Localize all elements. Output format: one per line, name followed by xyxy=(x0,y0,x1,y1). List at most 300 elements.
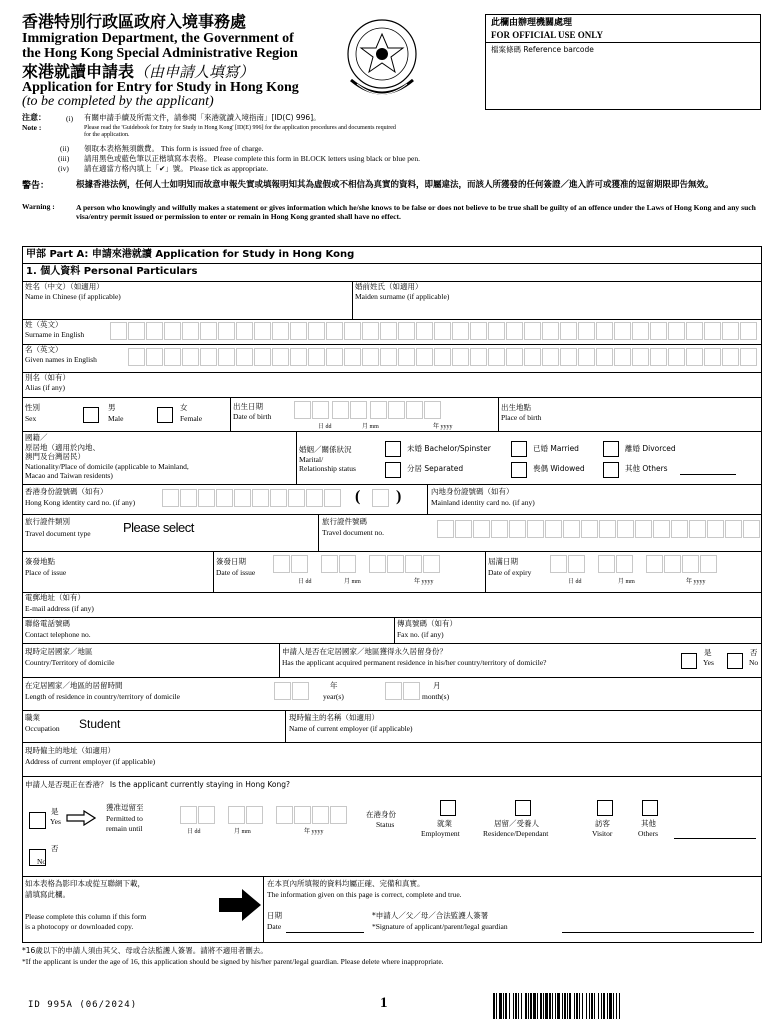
date-of-issue-day-boxes[interactable] xyxy=(273,555,309,573)
official-use-zh: 此欄由辦理機關處理 xyxy=(491,18,573,28)
char-cell[interactable] xyxy=(704,348,721,366)
part-a-title: 甲部 Part A: 申請來港就讀 Application for Study in Hong Kong xyxy=(26,249,355,260)
char-cell[interactable] xyxy=(200,348,217,366)
char-cell[interactable] xyxy=(218,322,235,340)
char-cell[interactable] xyxy=(632,348,649,366)
date-of-expiry-year-boxes[interactable] xyxy=(646,555,718,573)
char-cell[interactable] xyxy=(452,322,469,340)
note-4-num: (iv) xyxy=(58,164,69,173)
employer-address-label-en: Address of current employer (if applicable) xyxy=(25,757,156,766)
doe-yyyy-hint: 年 yyyy xyxy=(686,579,706,585)
occupation-label-zh: 職業 xyxy=(25,713,40,722)
char-cell[interactable] xyxy=(617,520,634,538)
char-cell[interactable] xyxy=(180,489,197,507)
marital-married-label: 已婚 Married xyxy=(533,444,579,453)
divider-travel-doc-row xyxy=(22,551,762,552)
char-cell[interactable] xyxy=(403,682,420,700)
permitted-year-boxes[interactable] xyxy=(276,806,348,824)
char-cell[interactable] xyxy=(689,520,706,538)
permanent-residence-label-en: Has the applicant acquired permanent residence in his/her country/territory of domicile? xyxy=(282,658,547,667)
char-cell[interactable] xyxy=(292,682,309,700)
travel-doc-no-label-zh: 旅行證件號碼 xyxy=(322,517,367,526)
note-2-zh: 領取本表格無須繳費。 xyxy=(84,144,159,153)
char-cell[interactable] xyxy=(330,806,347,824)
in-hk-no-zh: 否 xyxy=(51,844,59,853)
marital-label-zh: 婚姻／關係狀況 xyxy=(299,445,352,454)
fax-label-en: Fax no. (if any) xyxy=(397,630,444,639)
char-cell[interactable] xyxy=(653,520,670,538)
char-cell[interactable] xyxy=(722,322,739,340)
warning-text-en: A person who knowingly and wilfully makes a statement or gives information which he/she knows to be false or does not believe to be true shall be guilty of an offence under the Laws of Hong Kong and any such visa/entry permit issued or permission to enter or remain in Hong Kong granted shall have no effect. xyxy=(76,203,756,222)
declaration-en: The information given on this page is correct, complete and true. xyxy=(267,890,462,899)
char-cell[interactable] xyxy=(294,806,311,824)
char-cell[interactable] xyxy=(218,348,235,366)
char-cell[interactable] xyxy=(312,401,329,419)
char-cell[interactable] xyxy=(234,489,251,507)
char-cell[interactable] xyxy=(650,322,667,340)
char-cell[interactable] xyxy=(664,555,681,573)
sex-label-zh: 性別 xyxy=(25,403,40,412)
char-cell[interactable] xyxy=(110,322,127,340)
travel-doc-type-select[interactable]: Please select xyxy=(123,520,194,535)
char-cell[interactable] xyxy=(668,322,685,340)
char-cell[interactable] xyxy=(560,322,577,340)
divider-sex-row xyxy=(22,431,762,432)
date-of-issue-month-boxes[interactable] xyxy=(321,555,357,573)
char-cell[interactable] xyxy=(198,489,215,507)
signature-label-en: *Signature of applicant/parent/legal guardian xyxy=(372,922,508,931)
char-cell[interactable] xyxy=(488,322,505,340)
char-cell[interactable] xyxy=(308,348,325,366)
char-cell[interactable] xyxy=(252,489,269,507)
year-en: year(s) xyxy=(323,692,344,701)
female-label-en: Female xyxy=(180,414,203,423)
employer-name-label-zh: 現時僱主的名稱（如適用） xyxy=(289,713,379,722)
doi-mm-hint: 月 mm xyxy=(344,579,361,585)
sex-male-checkbox[interactable] xyxy=(83,407,99,423)
char-cell[interactable] xyxy=(291,555,308,573)
char-cell[interactable] xyxy=(308,322,325,340)
char-cell[interactable] xyxy=(388,401,405,419)
char-cell[interactable] xyxy=(369,555,386,573)
place-of-issue-label-zh: 簽發地點 xyxy=(25,557,55,566)
char-cell[interactable] xyxy=(635,520,652,538)
pob-label-en: Place of birth xyxy=(501,413,542,422)
char-cell[interactable] xyxy=(362,322,379,340)
char-cell[interactable] xyxy=(542,322,559,340)
date-of-issue-label-en: Date of issue xyxy=(216,568,256,577)
char-cell[interactable] xyxy=(362,348,379,366)
permitted-label-en-1: Permitted to xyxy=(106,814,143,823)
char-cell[interactable] xyxy=(254,348,271,366)
length-months-boxes[interactable] xyxy=(385,682,421,700)
doi-yyyy-hint: 年 yyyy xyxy=(414,579,434,585)
char-cell[interactable] xyxy=(524,348,541,366)
char-cell[interactable] xyxy=(488,348,505,366)
date-of-expiry-label-zh: 屆滿日期 xyxy=(488,557,518,566)
occupation-input[interactable]: Student xyxy=(79,717,121,731)
char-cell[interactable] xyxy=(424,401,441,419)
hkid-check-digit-box[interactable] xyxy=(372,489,390,507)
date-of-expiry-month-boxes[interactable] xyxy=(598,555,634,573)
copy-note-zh-1: 如本表格為影印本或從互聯網下載， xyxy=(25,879,145,888)
nationality-label-zh-3: 澳門及台灣居民） xyxy=(25,452,85,461)
maiden-surname-label-en: Maiden surname (if applicable) xyxy=(355,292,450,301)
char-cell[interactable] xyxy=(326,322,343,340)
perm-yyyy-hint: 年 yyyy xyxy=(304,829,324,835)
given-names-input-boxes[interactable] xyxy=(128,348,758,366)
status-visitor-en: Visitor xyxy=(592,829,613,838)
divider-dob xyxy=(498,397,499,431)
char-cell[interactable] xyxy=(542,348,559,366)
char-cell[interactable] xyxy=(473,520,490,538)
divider-length-row xyxy=(22,710,762,711)
char-cell[interactable] xyxy=(614,348,631,366)
char-cell[interactable] xyxy=(306,489,323,507)
status-residence-en: Residence/Dependant xyxy=(483,829,549,838)
char-cell[interactable] xyxy=(491,520,508,538)
place-of-issue-label-en: Place of issue xyxy=(25,568,67,577)
nationality-label-en-1: Nationality/Place of domicile (applicable to Mainland, xyxy=(25,462,189,471)
length-years-boxes[interactable] xyxy=(274,682,310,700)
char-cell[interactable] xyxy=(372,489,389,507)
char-cell[interactable] xyxy=(740,322,757,340)
in-hk-yes-checkbox[interactable] xyxy=(29,812,46,829)
char-cell[interactable] xyxy=(228,806,245,824)
tel-label-zh: 聯絡電話號碼 xyxy=(25,619,70,628)
page-number: 1 xyxy=(380,995,388,1011)
date-of-expiry-label-en: Date of expiry xyxy=(488,568,532,577)
marital-label-en-1: Marital/ xyxy=(299,455,324,464)
char-cell[interactable] xyxy=(182,348,199,366)
char-cell[interactable] xyxy=(270,489,287,507)
char-cell[interactable] xyxy=(646,555,663,573)
note-4-zh: 請在適當方格內填上「✔」號。 xyxy=(84,164,188,173)
char-cell[interactable] xyxy=(398,322,415,340)
char-cell[interactable] xyxy=(350,401,367,419)
char-cell[interactable] xyxy=(470,348,487,366)
male-label-zh: 男 xyxy=(108,403,116,412)
travel-doc-no-input-boxes[interactable] xyxy=(437,520,761,538)
permitted-label-zh: 獲准逗留至 xyxy=(106,803,144,812)
note-1-zh: 有關申請手續及所需文件，請參閱「來港就讀入境指南」[ID(C) 996]。 xyxy=(84,113,321,122)
char-cell[interactable] xyxy=(740,348,757,366)
section-1-title: 1. 個人資料 Personal Particulars xyxy=(26,266,198,277)
char-cell[interactable] xyxy=(563,520,580,538)
divider-alias xyxy=(22,397,762,398)
form-code: ID 995A (06/2024) xyxy=(28,1000,138,1010)
status-others-checkbox[interactable] xyxy=(642,800,658,816)
arrow-right-icon xyxy=(66,810,96,826)
email-label-zh: 電郵地址（如有） xyxy=(25,593,85,602)
char-cell[interactable] xyxy=(273,555,290,573)
char-cell[interactable] xyxy=(416,348,433,366)
char-cell[interactable] xyxy=(380,348,397,366)
marital-widowed-label: 喪偶 Widowed xyxy=(533,464,585,473)
char-cell[interactable] xyxy=(416,322,433,340)
char-cell[interactable] xyxy=(668,348,685,366)
char-cell[interactable] xyxy=(722,348,739,366)
char-cell[interactable] xyxy=(164,322,181,340)
length-residence-label-zh: 在定居國家／地區的居留時間 xyxy=(25,681,123,690)
char-cell[interactable] xyxy=(164,348,181,366)
sex-female-checkbox[interactable] xyxy=(157,407,173,423)
char-cell[interactable] xyxy=(743,520,760,538)
char-cell[interactable] xyxy=(434,348,451,366)
department-chinese: 香港特別行政區政府入境事務處 xyxy=(22,12,247,31)
char-cell[interactable] xyxy=(326,348,343,366)
divider-tel-row xyxy=(22,643,762,644)
divider-marital xyxy=(22,484,762,485)
note-3-num: (iii) xyxy=(58,154,70,163)
nationality-label-zh-1: 國籍／ xyxy=(25,433,48,442)
surname-label-en: Surname in English xyxy=(25,330,85,339)
char-cell[interactable] xyxy=(704,322,721,340)
char-cell[interactable] xyxy=(182,322,199,340)
char-cell[interactable] xyxy=(385,682,402,700)
status-others-en: Others xyxy=(638,829,658,838)
domicile-label-en: Country/Territory of domicile xyxy=(25,658,115,667)
sex-label-en: Sex xyxy=(25,414,37,423)
char-cell[interactable] xyxy=(272,348,289,366)
date-label-zh: 日期 xyxy=(267,911,282,920)
occupation-label-en: Occupation xyxy=(25,724,60,733)
char-cell[interactable] xyxy=(581,520,598,538)
char-cell[interactable] xyxy=(288,489,305,507)
doe-mm-hint: 月 mm xyxy=(618,579,635,585)
marital-separated-label: 分居 Separated xyxy=(407,464,464,473)
signature-label-zh: *申請人／父／母／合法監護人簽署 xyxy=(372,911,489,920)
status-label-zh: 在港身份 xyxy=(366,810,396,819)
permanent-residence-yes-checkbox[interactable] xyxy=(681,653,697,669)
pr-no-zh: 否 xyxy=(750,648,758,657)
divider-domicile-row xyxy=(22,677,762,678)
char-cell[interactable] xyxy=(707,520,724,538)
char-cell[interactable] xyxy=(599,520,616,538)
status-visitor-zh: 訪客 xyxy=(595,819,610,828)
employer-address-label-zh: 現時僱主的地址（如適用） xyxy=(25,746,115,755)
perm-mm-hint: 月 mm xyxy=(234,829,251,835)
char-cell[interactable] xyxy=(246,806,263,824)
char-cell[interactable] xyxy=(578,322,595,340)
char-cell[interactable] xyxy=(437,520,454,538)
char-cell[interactable] xyxy=(596,348,613,366)
dob-day-boxes[interactable] xyxy=(294,401,330,419)
char-cell[interactable] xyxy=(598,555,615,573)
char-cell[interactable] xyxy=(545,520,562,538)
month-en: month(s) xyxy=(422,692,450,701)
date-of-issue-year-boxes[interactable] xyxy=(369,555,441,573)
char-cell[interactable] xyxy=(671,520,688,538)
hksar-immigration-seal-icon xyxy=(343,14,421,102)
permanent-residence-no-checkbox[interactable] xyxy=(727,653,743,669)
in-hk-yes-zh: 是 xyxy=(51,807,59,816)
char-cell[interactable] xyxy=(560,348,577,366)
form-title-zh-paren: （由申請人填寫） xyxy=(134,63,255,81)
char-cell[interactable] xyxy=(290,348,307,366)
char-cell[interactable] xyxy=(324,489,341,507)
marital-separated-checkbox[interactable] xyxy=(385,462,401,478)
char-cell[interactable] xyxy=(455,520,472,538)
name-chinese-label-zh: 姓名（中文）（如適用） xyxy=(25,282,104,291)
char-cell[interactable] xyxy=(198,806,215,824)
divider-name xyxy=(352,281,353,319)
form-title-zh: 來港就讀申請表 xyxy=(22,62,135,81)
char-cell[interactable] xyxy=(321,555,338,573)
fax-label-zh: 傳真號碼（如有） xyxy=(397,619,457,628)
char-cell[interactable] xyxy=(506,348,523,366)
status-visitor-checkbox[interactable] xyxy=(597,800,613,816)
permitted-month-boxes[interactable] xyxy=(228,806,264,824)
mainland-id-label-en: Mainland identity card no. (if any) xyxy=(431,498,535,507)
divider-given xyxy=(22,372,762,373)
char-cell[interactable] xyxy=(434,322,451,340)
divider-hkid xyxy=(427,484,428,514)
char-cell[interactable] xyxy=(616,555,633,573)
divider-id-row xyxy=(22,514,762,515)
official-use-divider xyxy=(485,42,761,43)
char-cell[interactable] xyxy=(332,401,349,419)
char-cell[interactable] xyxy=(509,520,526,538)
char-cell[interactable] xyxy=(128,348,145,366)
pr-no-en: No xyxy=(749,658,759,667)
char-cell[interactable] xyxy=(276,806,293,824)
divider-domicile xyxy=(279,643,280,677)
status-others-line[interactable] xyxy=(674,838,756,839)
char-cell[interactable] xyxy=(294,401,311,419)
note-2-en: This form is issued free of charge. xyxy=(160,144,264,153)
char-cell[interactable] xyxy=(506,322,523,340)
char-cell[interactable] xyxy=(614,322,631,340)
char-cell[interactable] xyxy=(632,322,649,340)
char-cell[interactable] xyxy=(470,322,487,340)
signature-input-line[interactable] xyxy=(562,932,754,933)
divider-tel xyxy=(394,617,395,643)
divider-copy xyxy=(263,876,264,943)
char-cell[interactable] xyxy=(370,401,387,419)
doe-dd-hint: 日 dd xyxy=(568,579,582,585)
marital-others-checkbox[interactable] xyxy=(603,462,619,478)
char-cell[interactable] xyxy=(146,322,163,340)
copy-note-zh-2: 請填寫此欄。 xyxy=(25,890,70,899)
char-cell[interactable] xyxy=(423,555,440,573)
travel-doc-no-label-en: Travel document no. xyxy=(322,528,385,537)
char-cell[interactable] xyxy=(686,348,703,366)
char-cell[interactable] xyxy=(162,489,179,507)
male-label-en: Male xyxy=(108,414,124,423)
char-cell[interactable] xyxy=(216,489,233,507)
perm-dd-hint: 日 dd xyxy=(187,829,201,835)
length-residence-label-en: Length of residence in country/territory of domicile xyxy=(25,692,180,701)
month-zh: 月 xyxy=(433,681,441,690)
note-3-zh: 請用黑色或藍色筆以正楷填寫本表格。 xyxy=(84,154,212,163)
char-cell[interactable] xyxy=(128,322,145,340)
permitted-day-boxes[interactable] xyxy=(180,806,216,824)
hkid-paren-close: ) xyxy=(396,488,402,505)
char-cell[interactable] xyxy=(380,322,397,340)
alias-label-zh: 別名（如有） xyxy=(25,373,70,382)
arrow-right-solid-icon xyxy=(218,888,262,922)
status-employment-checkbox[interactable] xyxy=(440,800,456,816)
marital-others-line[interactable] xyxy=(680,474,736,475)
char-cell[interactable] xyxy=(452,348,469,366)
note-4-en: Please tick as appropriate. xyxy=(189,164,268,173)
pr-yes-en: Yes xyxy=(703,658,714,667)
char-cell[interactable] xyxy=(200,322,217,340)
marital-label-en-2: Relationship status xyxy=(299,464,356,473)
marital-widowed-checkbox[interactable] xyxy=(511,462,527,478)
char-cell[interactable] xyxy=(550,555,567,573)
char-cell[interactable] xyxy=(527,520,544,538)
char-cell[interactable] xyxy=(312,806,329,824)
divider-surname xyxy=(22,344,762,345)
marital-bachelor-checkbox[interactable] xyxy=(385,441,401,457)
char-cell[interactable] xyxy=(406,401,423,419)
char-cell[interactable] xyxy=(146,348,163,366)
hkid-input-boxes[interactable] xyxy=(162,489,342,507)
status-residence-checkbox[interactable] xyxy=(515,800,531,816)
surname-input-boxes[interactable] xyxy=(110,322,758,340)
char-cell[interactable] xyxy=(578,348,595,366)
warning-label-en: Warning : xyxy=(22,202,55,211)
char-cell[interactable] xyxy=(568,555,585,573)
char-cell[interactable] xyxy=(274,682,291,700)
char-cell[interactable] xyxy=(686,322,703,340)
char-cell[interactable] xyxy=(682,555,699,573)
note-label-zh: 注意： xyxy=(22,113,46,122)
char-cell[interactable] xyxy=(405,555,422,573)
department-english-line1: Immigration Department, the Government of xyxy=(22,31,294,46)
dob-month-boxes[interactable] xyxy=(332,401,368,419)
hkid-label-en: Hong Kong identity card no. (if any) xyxy=(25,498,136,507)
char-cell[interactable] xyxy=(725,520,742,538)
char-cell[interactable] xyxy=(272,322,289,340)
char-cell[interactable] xyxy=(254,322,271,340)
char-cell[interactable] xyxy=(344,322,361,340)
copy-note-en-2: is a photocopy or downloaded copy. xyxy=(25,922,134,931)
status-employment-en: Employment xyxy=(421,829,460,838)
marital-married-checkbox[interactable] xyxy=(511,441,527,457)
char-cell[interactable] xyxy=(236,322,253,340)
dob-year-boxes[interactable] xyxy=(370,401,442,419)
pob-label-zh: 出生地點 xyxy=(501,403,531,412)
divider-issue-row xyxy=(22,592,762,593)
footnote-zh: *16歲以下的申請人須由其父、母或合法監護人簽署。請將不適用者刪去。 xyxy=(22,946,268,955)
char-cell[interactable] xyxy=(398,348,415,366)
marital-bachelor-label: 未婚 Bachelor/Spinster xyxy=(407,444,491,453)
char-cell[interactable] xyxy=(344,348,361,366)
warning-label-zh: 警告： xyxy=(22,181,50,191)
char-cell[interactable] xyxy=(650,348,667,366)
char-cell[interactable] xyxy=(339,555,356,573)
date-of-issue-label-zh: 簽發日期 xyxy=(216,557,246,566)
char-cell[interactable] xyxy=(700,555,717,573)
char-cell[interactable] xyxy=(180,806,197,824)
date-of-expiry-day-boxes[interactable] xyxy=(550,555,586,573)
char-cell[interactable] xyxy=(387,555,404,573)
note-1-en: Please read the 'Guidebook for Entry for Study in Hong Kong' [ID(E) 996] for the application procedures and documents required for the application. xyxy=(84,125,396,138)
char-cell[interactable] xyxy=(236,348,253,366)
char-cell[interactable] xyxy=(596,322,613,340)
marital-divorced-checkbox[interactable] xyxy=(603,441,619,457)
form-title-chinese xyxy=(22,63,254,81)
char-cell[interactable] xyxy=(290,322,307,340)
status-employment-zh: 就業 xyxy=(437,819,452,828)
permanent-residence-label-zh: 申請人是否在定居國家／地區獲得永久居留身份？ xyxy=(282,647,447,656)
department-english-line2: the Hong Kong Special Administrative Region xyxy=(22,46,298,61)
char-cell[interactable] xyxy=(524,322,541,340)
date-input-line[interactable] xyxy=(286,932,364,933)
